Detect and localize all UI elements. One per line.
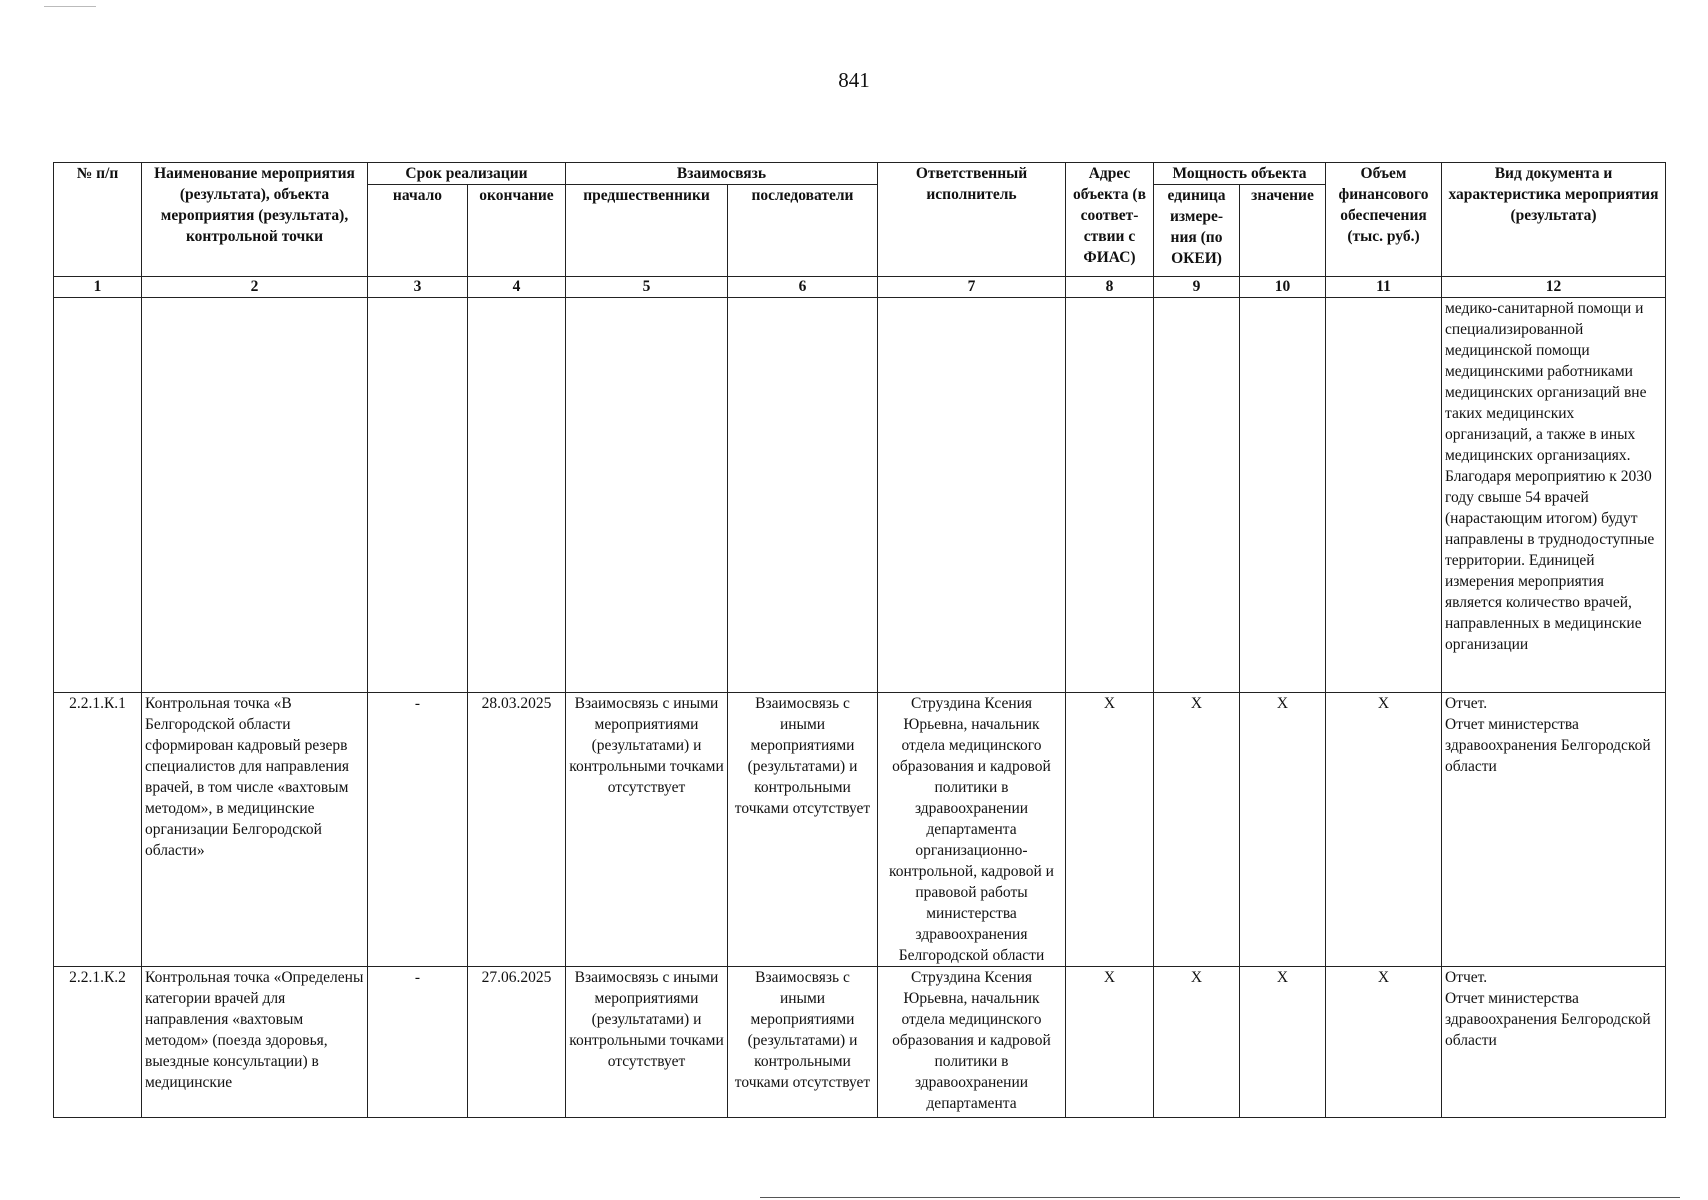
column-number: 1	[54, 277, 142, 298]
row-successors: Взаимосвязь с иными мероприятиями (результатами) и контрольными точками отсутствует	[728, 693, 878, 967]
row-successors: Взаимосвязь с иными мероприятиями (результатами) и контрольными точками отсутствует	[728, 967, 878, 1118]
row-address: X	[1066, 693, 1154, 967]
header-responsible: Ответственный исполнитель	[878, 163, 1066, 277]
column-number: 5	[566, 277, 728, 298]
column-number: 4	[468, 277, 566, 298]
header-funding: Объем финансового обеспечения (тыс. руб.)	[1326, 163, 1442, 277]
row-document-description: Отчет министерства здравоохранения Белгородской области	[1445, 716, 1651, 775]
row-responsible: Струздина Ксения Юрьевна, начальник отдела медицинского образования и кадровой политики в здравоохранении департамента	[878, 967, 1066, 1118]
page-number: 841	[838, 68, 870, 92]
row-unit: X	[1154, 693, 1240, 967]
header-document: Вид документа и характеристика мероприятия (результата)	[1442, 163, 1666, 277]
row-funding: X	[1326, 967, 1442, 1118]
row-document	[1442, 967, 1666, 1118]
header-group-moshchnost: Мощность объекта	[1154, 163, 1326, 185]
header-group-srok: Срок реализации	[368, 163, 566, 185]
row-start: -	[368, 693, 468, 967]
column-number: 12	[1442, 277, 1666, 298]
row-unit: X	[1154, 967, 1240, 1118]
row-document-description: Отчет министерства здравоохранения Белгородской области	[1445, 990, 1651, 1049]
header-predecessors: предшественники	[566, 185, 728, 277]
header-group-vzaimosvyaz: Взаимосвязь	[566, 163, 878, 185]
row-document	[1442, 693, 1666, 967]
header-successors: последователи	[728, 185, 878, 277]
plan-table	[53, 162, 1666, 1118]
column-number: 6	[728, 277, 878, 298]
scan-artifact	[44, 6, 96, 7]
row-end: 27.06.2025	[468, 967, 566, 1118]
row-number: 2.2.1.К.2	[54, 967, 142, 1118]
header-name: Наименование мероприятия (результата), объекта мероприятия (результата), контрольной точки	[142, 163, 368, 277]
header-num: № п/п	[54, 163, 142, 277]
column-number: 10	[1240, 277, 1326, 298]
scan-bottom-line	[760, 1197, 1680, 1198]
row-funding: X	[1326, 693, 1442, 967]
continuation-row	[54, 298, 1666, 693]
column-number-row	[54, 277, 1666, 298]
column-number: 8	[1066, 277, 1154, 298]
row-document-type: Отчет.	[1445, 969, 1488, 986]
row-document-type: Отчет.	[1445, 695, 1488, 712]
row-value: X	[1240, 693, 1326, 967]
row-end: 28.03.2025	[468, 693, 566, 967]
column-number: 9	[1154, 277, 1240, 298]
column-number: 2	[142, 277, 368, 298]
column-number: 3	[368, 277, 468, 298]
header-unit: единица измере-ния (по ОКЕИ)	[1154, 185, 1240, 277]
header-value: значение	[1240, 185, 1326, 277]
table-row	[54, 693, 1666, 967]
row-name: Контрольная точка «Определены категории врачей для направления «вахтовым методом» (поезда здоровья, выездные консультации) в медицинские	[142, 967, 368, 1118]
row-start: -	[368, 967, 468, 1118]
header-start: начало	[368, 185, 468, 277]
row-predecessors: Взаимосвязь с иными мероприятиями (результатами) и контрольными точками отсутствует	[566, 967, 728, 1118]
header-row-1	[54, 163, 1666, 185]
continuation-document-text: медико-санитарной помощи и специализированной медицинской помощи медицинскими работниками медицинских организаций вне таких медицинских организаций, а также в иных медицинских организациях. Благодаря мероприятию к 2030 году свыше 54 врачей (нарастающим итогом) будут направлены в труднодоступные территории. Единицей измерения мероприятия является количество врачей, направленных в медицинские организации	[1442, 298, 1666, 693]
row-value: X	[1240, 967, 1326, 1118]
table-row	[54, 967, 1666, 1118]
row-responsible: Струздина Ксения Юрьевна, начальник отдела медицинского образования и кадровой политики в здравоохранении департамента организационно-контрольной, кадровой и правовой работы министерства здравоохранения Белгородской области	[878, 693, 1066, 967]
column-number: 11	[1326, 277, 1442, 298]
header-address: Адрес объекта (в соответ-ствии с ФИАС)	[1066, 163, 1154, 277]
row-predecessors: Взаимосвязь с иными мероприятиями (результатами) и контрольными точками отсутствует	[566, 693, 728, 967]
row-address: X	[1066, 967, 1154, 1118]
row-number: 2.2.1.К.1	[54, 693, 142, 967]
row-name: Контрольная точка «В Белгородской области сформирован кадровый резерв специалистов для направления врачей, в том числе «вахтовым методом», в медицинские организации Белгородской области»	[142, 693, 368, 967]
column-number: 7	[878, 277, 1066, 298]
header-end: окончание	[468, 185, 566, 277]
